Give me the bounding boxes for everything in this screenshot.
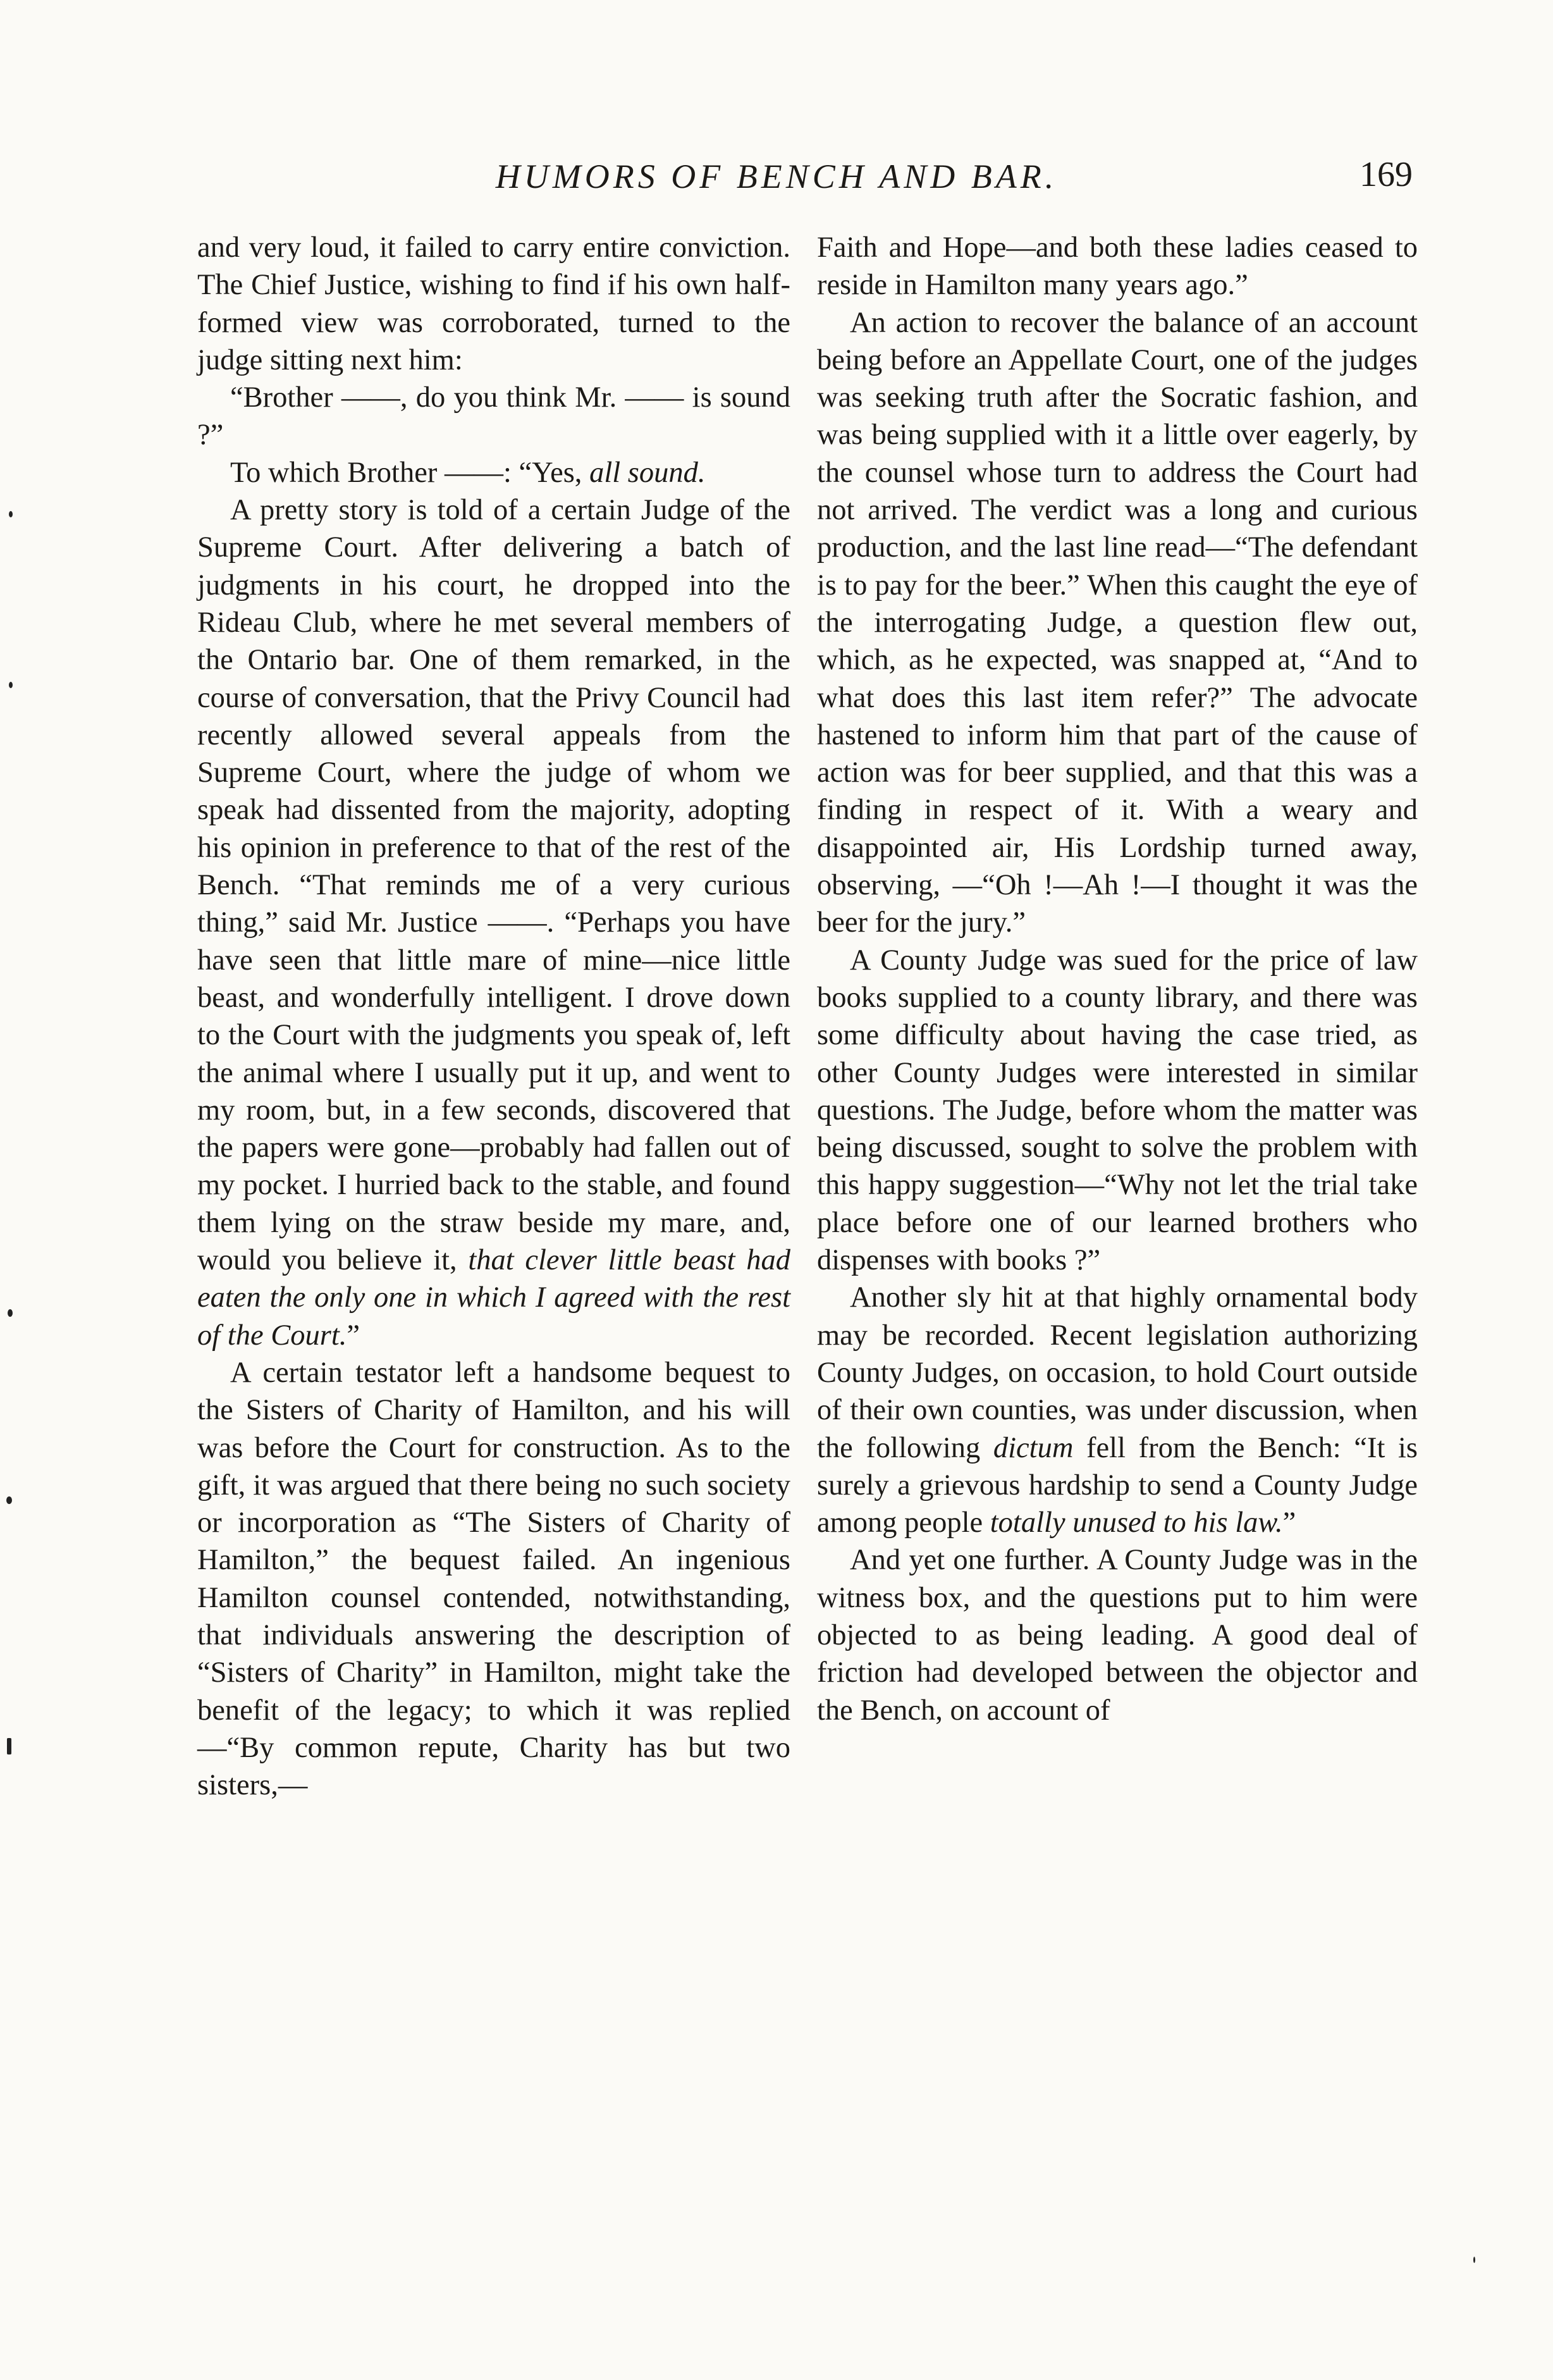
paragraph: A certain testator left a handsome bequest to the Sisters of Charity of Hamilton, and his will was before the Court for construction. As to the gift, it was argued that there being no such society or incorporation as “The Sisters of Charity of Hamilton,” the bequest failed. An ingenious Hamilton counsel contended, notwithstanding, that individuals answering the description of “Sisters of Charity” in Hamilton, might take the benefit of the legacy; to which it was replied—“By common repute, Charity has but two sisters,— [197,1356,790,1802]
text-run: ” [1282,1507,1296,1539]
paragraph: A County Judge was sued for the price of law books supplied to a county library, and there was some difficulty about having the case tried, as other County Judges were interested in similar questions. The Judge, before whom the matter was being discussed, sought to solve the problem with this happy suggestion—“Why not let the trial take place before one of our learned brothers who dispenses with books ?” [817,944,1418,1277]
right-column [817,229,1418,1729]
text-run: A pretty story is told of a certain Judge of the Supreme Court. After delivering a batch of judgments in his court, he dropped into the Rideau Club, where he met several members of the Ontario bar. One of them remarked, in the course of conversation, that the Privy Council had recently allowed several appeals from the Supreme Court, where the judge of whom we speak had dissented from the majority, adopting his opinion in preference to that of the rest of the Bench. “That reminds me of a very curious thing,” said Mr. Justice ——. “Perhaps you have have seen that little mare of mine—nice little beast, and wonderfully intelligent. I drove down to the Court with the judgments you speak of, left the animal where I usually put it up, and went to my room, but, in a few seconds, discovered that the papers were gone—probably had fallen out of my pocket. I hurried back to the stable, and found them lying on the straw beside my mare, and, would you believe it, [197,494,790,1277]
italic-run: dictum [993,1431,1074,1464]
scan-speck [6,1496,12,1504]
paragraph: and very loud, it failed to carry entire conviction. The Chief Justice, wishing to find if his own half-formed view was corroborated, turned to the judge sitting next him: [197,231,790,376]
scan-speck [9,682,13,688]
paragraph [817,1279,1418,1541]
text-run: fell from the Bench: “It is surely a grievous hardship to send a County Judge among people [817,1431,1418,1539]
paragraph: “Brother ——, do you think Mr. —— is sound ?” [197,381,790,452]
paragraph: Faith and Hope—and both these ladies ceased to reside in Hamilton many years ago.” [817,231,1418,302]
scan-speck [8,1309,13,1317]
scan-speck [7,1738,11,1754]
text-run: To which Brother ——: “Yes, [230,456,590,489]
paragraph: And yet one further. A County Judge was in the witness box, and the questions put to him were objected to as being leading. A good deal of friction had developed between the objector and the Bench, on account of [817,1544,1418,1727]
paragraph [197,491,790,1354]
left-column [197,229,790,1804]
paragraph [197,454,790,491]
text-run: Another sly hit at that highly ornamental body may be recorded. Recent legislation authorizing County Judges, on occasion, to hold Court outside of their own counties, was under discussion, when the following [817,1281,1418,1464]
italic-run: all sound. [589,456,706,489]
scan-speck [1473,2257,1475,2263]
scan-speck [9,511,13,517]
italic-run: totally unused to his law. [990,1507,1283,1539]
running-head: HUMORS OF BENCH AND BAR. [495,157,1058,195]
text-run: ” [347,1319,360,1352]
italic-run: that clever little beast had eaten the only one in which I agreed with the rest of the Court. [197,1244,790,1352]
paragraph: An action to recover the balance of an account being before an Appellate Court, one of the judges was seeking truth after the Socratic fashion, and was being supplied with it a little over eagerly, by the counsel whose turn to address the Court had not arrived. The verdict was a long and curious production, and the last line read—“The defendant is to pay for the beer.” When this caught the eye of the interrogating Judge, a question flew out, which, as he expected, was snapped at, “And to what does this last item refer?” The advocate hastened to inform him that part of the cause of action was for beer supplied, and that this was a finding in respect of it. With a weary and disappointed air, His Lordship turned away, observing, —“Oh !—Ah !—I thought it was the beer for the jury.” [817,306,1418,939]
page-number: 169 [1360,155,1413,194]
